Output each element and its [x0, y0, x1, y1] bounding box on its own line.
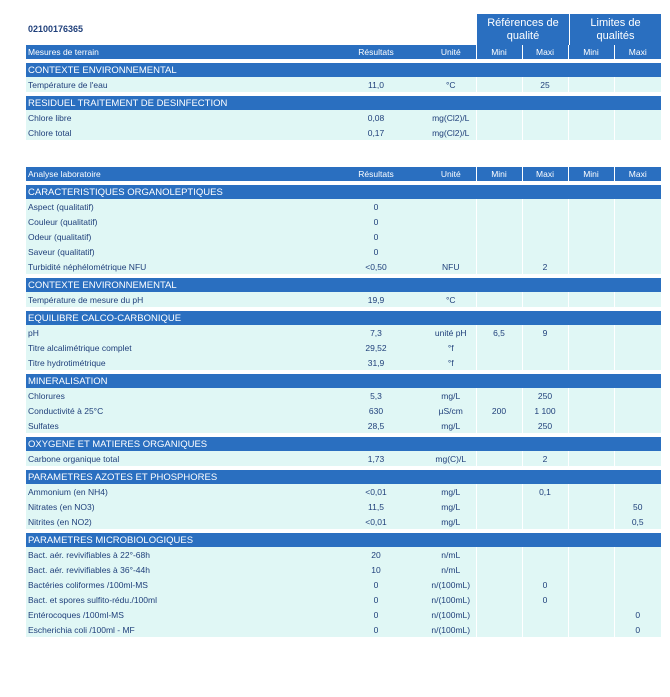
lim-min [568, 355, 614, 370]
table-row [26, 259, 661, 274]
table-row [26, 577, 661, 592]
ref-min [476, 577, 522, 592]
table-row [26, 125, 661, 140]
param-unit: °C [426, 77, 476, 92]
param-result: 28,5 [326, 418, 426, 433]
param-label: Température de l'eau [26, 77, 326, 92]
param-label: Chlore total [26, 125, 326, 140]
lim-max [614, 244, 661, 259]
section-title: CARACTERISTIQUES ORGANOLEPTIQUES [26, 185, 661, 199]
section-title: PARAMETRES MICROBIOLOGIQUES [26, 533, 661, 547]
ref-max [522, 355, 568, 370]
ref-max: 1 100 [522, 403, 568, 418]
ref-min [476, 259, 522, 274]
lim-min [568, 499, 614, 514]
ref-min [476, 484, 522, 499]
ref-max [522, 125, 568, 140]
lim-max: 50 [614, 499, 661, 514]
param-label: Titre hydrotimétrique [26, 355, 326, 370]
col-ref-mini: Mini [476, 167, 522, 181]
param-label: Bact. aér. revivifiables à 36°-44h [26, 562, 326, 577]
param-label: Escherichia coli /100ml - MF [26, 622, 326, 637]
section-title: PARAMETRES AZOTES ET PHOSPHORES [26, 470, 661, 484]
section-header [26, 374, 661, 388]
lim-min [568, 592, 614, 607]
lim-max [614, 562, 661, 577]
lim-min [568, 547, 614, 562]
lim-max: 0 [614, 622, 661, 637]
ref-max: 0 [522, 577, 568, 592]
param-label: Turbidité néphélométrique NFU [26, 259, 326, 274]
section-header [26, 63, 661, 77]
param-label: Sulfates [26, 418, 326, 433]
param-label: Température de mesure du pH [26, 292, 326, 307]
references-header: Références de qualité [477, 14, 569, 45]
lim-max [614, 77, 661, 92]
ref-max [522, 214, 568, 229]
lim-max [614, 340, 661, 355]
table-row [26, 355, 661, 370]
lim-min [568, 110, 614, 125]
col-results: Résultats [326, 167, 426, 181]
section-header [26, 470, 661, 484]
param-label: Saveur (qualitatif) [26, 244, 326, 259]
param-label: Titre alcalimétrique complet [26, 340, 326, 355]
param-unit: mg(Cl2)/L [426, 110, 476, 125]
lim-min [568, 484, 614, 499]
lim-min [568, 325, 614, 340]
param-result: 0 [326, 622, 426, 637]
ref-max: 9 [522, 325, 568, 340]
param-result: 0 [326, 592, 426, 607]
param-unit [426, 214, 476, 229]
lim-max [614, 547, 661, 562]
ref-min [476, 499, 522, 514]
table-row [26, 244, 661, 259]
ref-min: 200 [476, 403, 522, 418]
param-unit: mg/L [426, 418, 476, 433]
lim-min [568, 562, 614, 577]
param-unit: n/(100mL) [426, 622, 476, 637]
table-header-row [26, 45, 661, 59]
table-row [26, 451, 661, 466]
param-unit: NFU [426, 259, 476, 274]
ref-max: 0,1 [522, 484, 568, 499]
param-result: 11,5 [326, 499, 426, 514]
param-label: Chlorures [26, 388, 326, 403]
param-result: 0 [326, 214, 426, 229]
param-label: pH [26, 325, 326, 340]
ref-max [522, 514, 568, 529]
param-unit: mg(Cl2)/L [426, 125, 476, 140]
sample-id: 02100176365 [28, 24, 84, 34]
param-unit [426, 244, 476, 259]
table-row [26, 562, 661, 577]
param-result: 0,08 [326, 110, 426, 125]
lim-max [614, 451, 661, 466]
ref-min [476, 292, 522, 307]
ref-max [522, 340, 568, 355]
param-unit: °f [426, 340, 476, 355]
table-row [26, 607, 661, 622]
section-title: EQUILIBRE CALCO-CARBONIQUE [26, 311, 661, 325]
param-result: 0 [326, 229, 426, 244]
param-result: 31,9 [326, 355, 426, 370]
lim-max [614, 403, 661, 418]
param-unit: n/mL [426, 562, 476, 577]
table-row [26, 292, 661, 307]
lim-min [568, 340, 614, 355]
lim-max [614, 259, 661, 274]
ref-max [522, 547, 568, 562]
param-result: 19,9 [326, 292, 426, 307]
ref-min [476, 199, 522, 214]
ref-max [522, 199, 568, 214]
section-title: MINERALISATION [26, 374, 661, 388]
param-unit: unité pH [426, 325, 476, 340]
lim-max: 0 [614, 607, 661, 622]
ref-min [476, 125, 522, 140]
param-result: 20 [326, 547, 426, 562]
section-title: RESIDUEL TRAITEMENT DE DESINFECTION [26, 96, 661, 110]
table-row [26, 418, 661, 433]
table-row [26, 110, 661, 125]
col-lim-maxi: Maxi [614, 167, 661, 181]
param-label: Bactéries coliformes /100ml-MS [26, 577, 326, 592]
param-result: <0,01 [326, 484, 426, 499]
param-unit: °f [426, 355, 476, 370]
lim-max: 0,5 [614, 514, 661, 529]
lim-max [614, 418, 661, 433]
col-results: Résultats [326, 45, 426, 59]
section-header [26, 96, 661, 110]
lim-min [568, 125, 614, 140]
lim-min [568, 259, 614, 274]
ref-min [476, 622, 522, 637]
lim-min [568, 577, 614, 592]
lim-max [614, 110, 661, 125]
lim-max [614, 577, 661, 592]
lim-min [568, 403, 614, 418]
param-unit: mg/L [426, 514, 476, 529]
param-label: Nitrites (en NO2) [26, 514, 326, 529]
param-result: <0,01 [326, 514, 426, 529]
lim-min [568, 388, 614, 403]
param-unit: n/(100mL) [426, 577, 476, 592]
lim-min [568, 77, 614, 92]
ref-max: 0 [522, 592, 568, 607]
param-unit: mg/L [426, 499, 476, 514]
param-label: Aspect (qualitatif) [26, 199, 326, 214]
col-ref-maxi: Maxi [522, 45, 568, 59]
param-result: 630 [326, 403, 426, 418]
ref-min [476, 514, 522, 529]
table-row [26, 199, 661, 214]
table-row [26, 403, 661, 418]
param-result: 29,52 [326, 340, 426, 355]
table-title: Mesures de terrain [26, 45, 326, 59]
ref-max [522, 292, 568, 307]
lim-max [614, 214, 661, 229]
labo-table [26, 167, 661, 637]
table-title: Analyse laboratoire [26, 167, 326, 181]
param-label: Ammonium (en NH4) [26, 484, 326, 499]
table-row [26, 229, 661, 244]
ref-min [476, 418, 522, 433]
ref-min [476, 77, 522, 92]
lim-min [568, 451, 614, 466]
param-unit: µS/cm [426, 403, 476, 418]
ref-max [522, 622, 568, 637]
param-label: Carbone organique total [26, 451, 326, 466]
param-label: Nitrates (en NO3) [26, 499, 326, 514]
param-unit [426, 199, 476, 214]
ref-max [522, 562, 568, 577]
param-label: Bact. et spores sulfito-rédu./100ml [26, 592, 326, 607]
table-row [26, 499, 661, 514]
section-header [26, 437, 661, 451]
terrain-table [26, 45, 661, 140]
table-header-row [26, 167, 661, 181]
lim-max [614, 229, 661, 244]
ref-min [476, 547, 522, 562]
param-label: Bact. aér. revivifiables à 22°-68h [26, 547, 326, 562]
param-result: <0,50 [326, 259, 426, 274]
ref-max: 250 [522, 418, 568, 433]
ref-min [476, 340, 522, 355]
ref-min [476, 607, 522, 622]
param-unit: n/(100mL) [426, 592, 476, 607]
lim-max [614, 325, 661, 340]
col-lim-mini: Mini [568, 45, 614, 59]
param-result: 0 [326, 607, 426, 622]
ref-min [476, 451, 522, 466]
ref-min [476, 110, 522, 125]
lim-min [568, 214, 614, 229]
col-ref-maxi: Maxi [522, 167, 568, 181]
table-row [26, 77, 661, 92]
param-unit: mg/L [426, 388, 476, 403]
table-row [26, 592, 661, 607]
param-label: Odeur (qualitatif) [26, 229, 326, 244]
ref-max [522, 607, 568, 622]
section-title: OXYGENE ET MATIERES ORGANIQUES [26, 437, 661, 451]
section-header [26, 311, 661, 325]
lim-max [614, 125, 661, 140]
table-row [26, 547, 661, 562]
table-row [26, 622, 661, 637]
ref-min [476, 355, 522, 370]
col-unit: Unité [426, 167, 476, 181]
param-result: 11,0 [326, 77, 426, 92]
lim-min [568, 418, 614, 433]
param-label: Couleur (qualitatif) [26, 214, 326, 229]
param-unit: mg(C)/L [426, 451, 476, 466]
ref-max: 2 [522, 451, 568, 466]
param-unit: mg/L [426, 484, 476, 499]
param-unit [426, 229, 476, 244]
ref-min [476, 388, 522, 403]
param-result: 0 [326, 244, 426, 259]
ref-max [522, 244, 568, 259]
table-row [26, 340, 661, 355]
lim-max [614, 484, 661, 499]
param-result: 1,73 [326, 451, 426, 466]
ref-min [476, 562, 522, 577]
table-row [26, 325, 661, 340]
lim-max [614, 292, 661, 307]
lim-max [614, 388, 661, 403]
lim-min [568, 244, 614, 259]
ref-min [476, 229, 522, 244]
lim-min [568, 622, 614, 637]
param-label: Entérocoques /100ml-MS [26, 607, 326, 622]
ref-min: 6,5 [476, 325, 522, 340]
lim-min [568, 607, 614, 622]
table-row [26, 484, 661, 499]
section-title: CONTEXTE ENVIRONNEMENTAL [26, 63, 661, 77]
col-lim-mini: Mini [568, 167, 614, 181]
lim-min [568, 229, 614, 244]
section-title: CONTEXTE ENVIRONNEMENTAL [26, 278, 661, 292]
param-unit: n/(100mL) [426, 607, 476, 622]
param-result: 0 [326, 199, 426, 214]
param-result: 5,3 [326, 388, 426, 403]
limites-header: Limites de qualités [569, 14, 661, 45]
param-result: 10 [326, 562, 426, 577]
lim-max [614, 592, 661, 607]
param-unit: °C [426, 292, 476, 307]
ref-min [476, 244, 522, 259]
table-row [26, 388, 661, 403]
lim-min [568, 514, 614, 529]
lim-max [614, 355, 661, 370]
table-row [26, 514, 661, 529]
param-label: Chlore libre [26, 110, 326, 125]
ref-max: 2 [522, 259, 568, 274]
col-lim-maxi: Maxi [614, 45, 661, 59]
param-result: 0 [326, 577, 426, 592]
ref-max [522, 499, 568, 514]
ref-min [476, 592, 522, 607]
ref-max: 25 [522, 77, 568, 92]
section-header [26, 533, 661, 547]
param-label: Conductivité à 25°C [26, 403, 326, 418]
section-header [26, 278, 661, 292]
col-unit: Unité [426, 45, 476, 59]
lim-min [568, 292, 614, 307]
section-header [26, 185, 661, 199]
param-unit: n/mL [426, 547, 476, 562]
ref-max: 250 [522, 388, 568, 403]
param-result: 0,17 [326, 125, 426, 140]
col-ref-mini: Mini [476, 45, 522, 59]
table-row [26, 214, 661, 229]
lim-min [568, 199, 614, 214]
lim-max [614, 199, 661, 214]
ref-max [522, 110, 568, 125]
param-result: 7,3 [326, 325, 426, 340]
ref-min [476, 214, 522, 229]
ref-max [522, 229, 568, 244]
